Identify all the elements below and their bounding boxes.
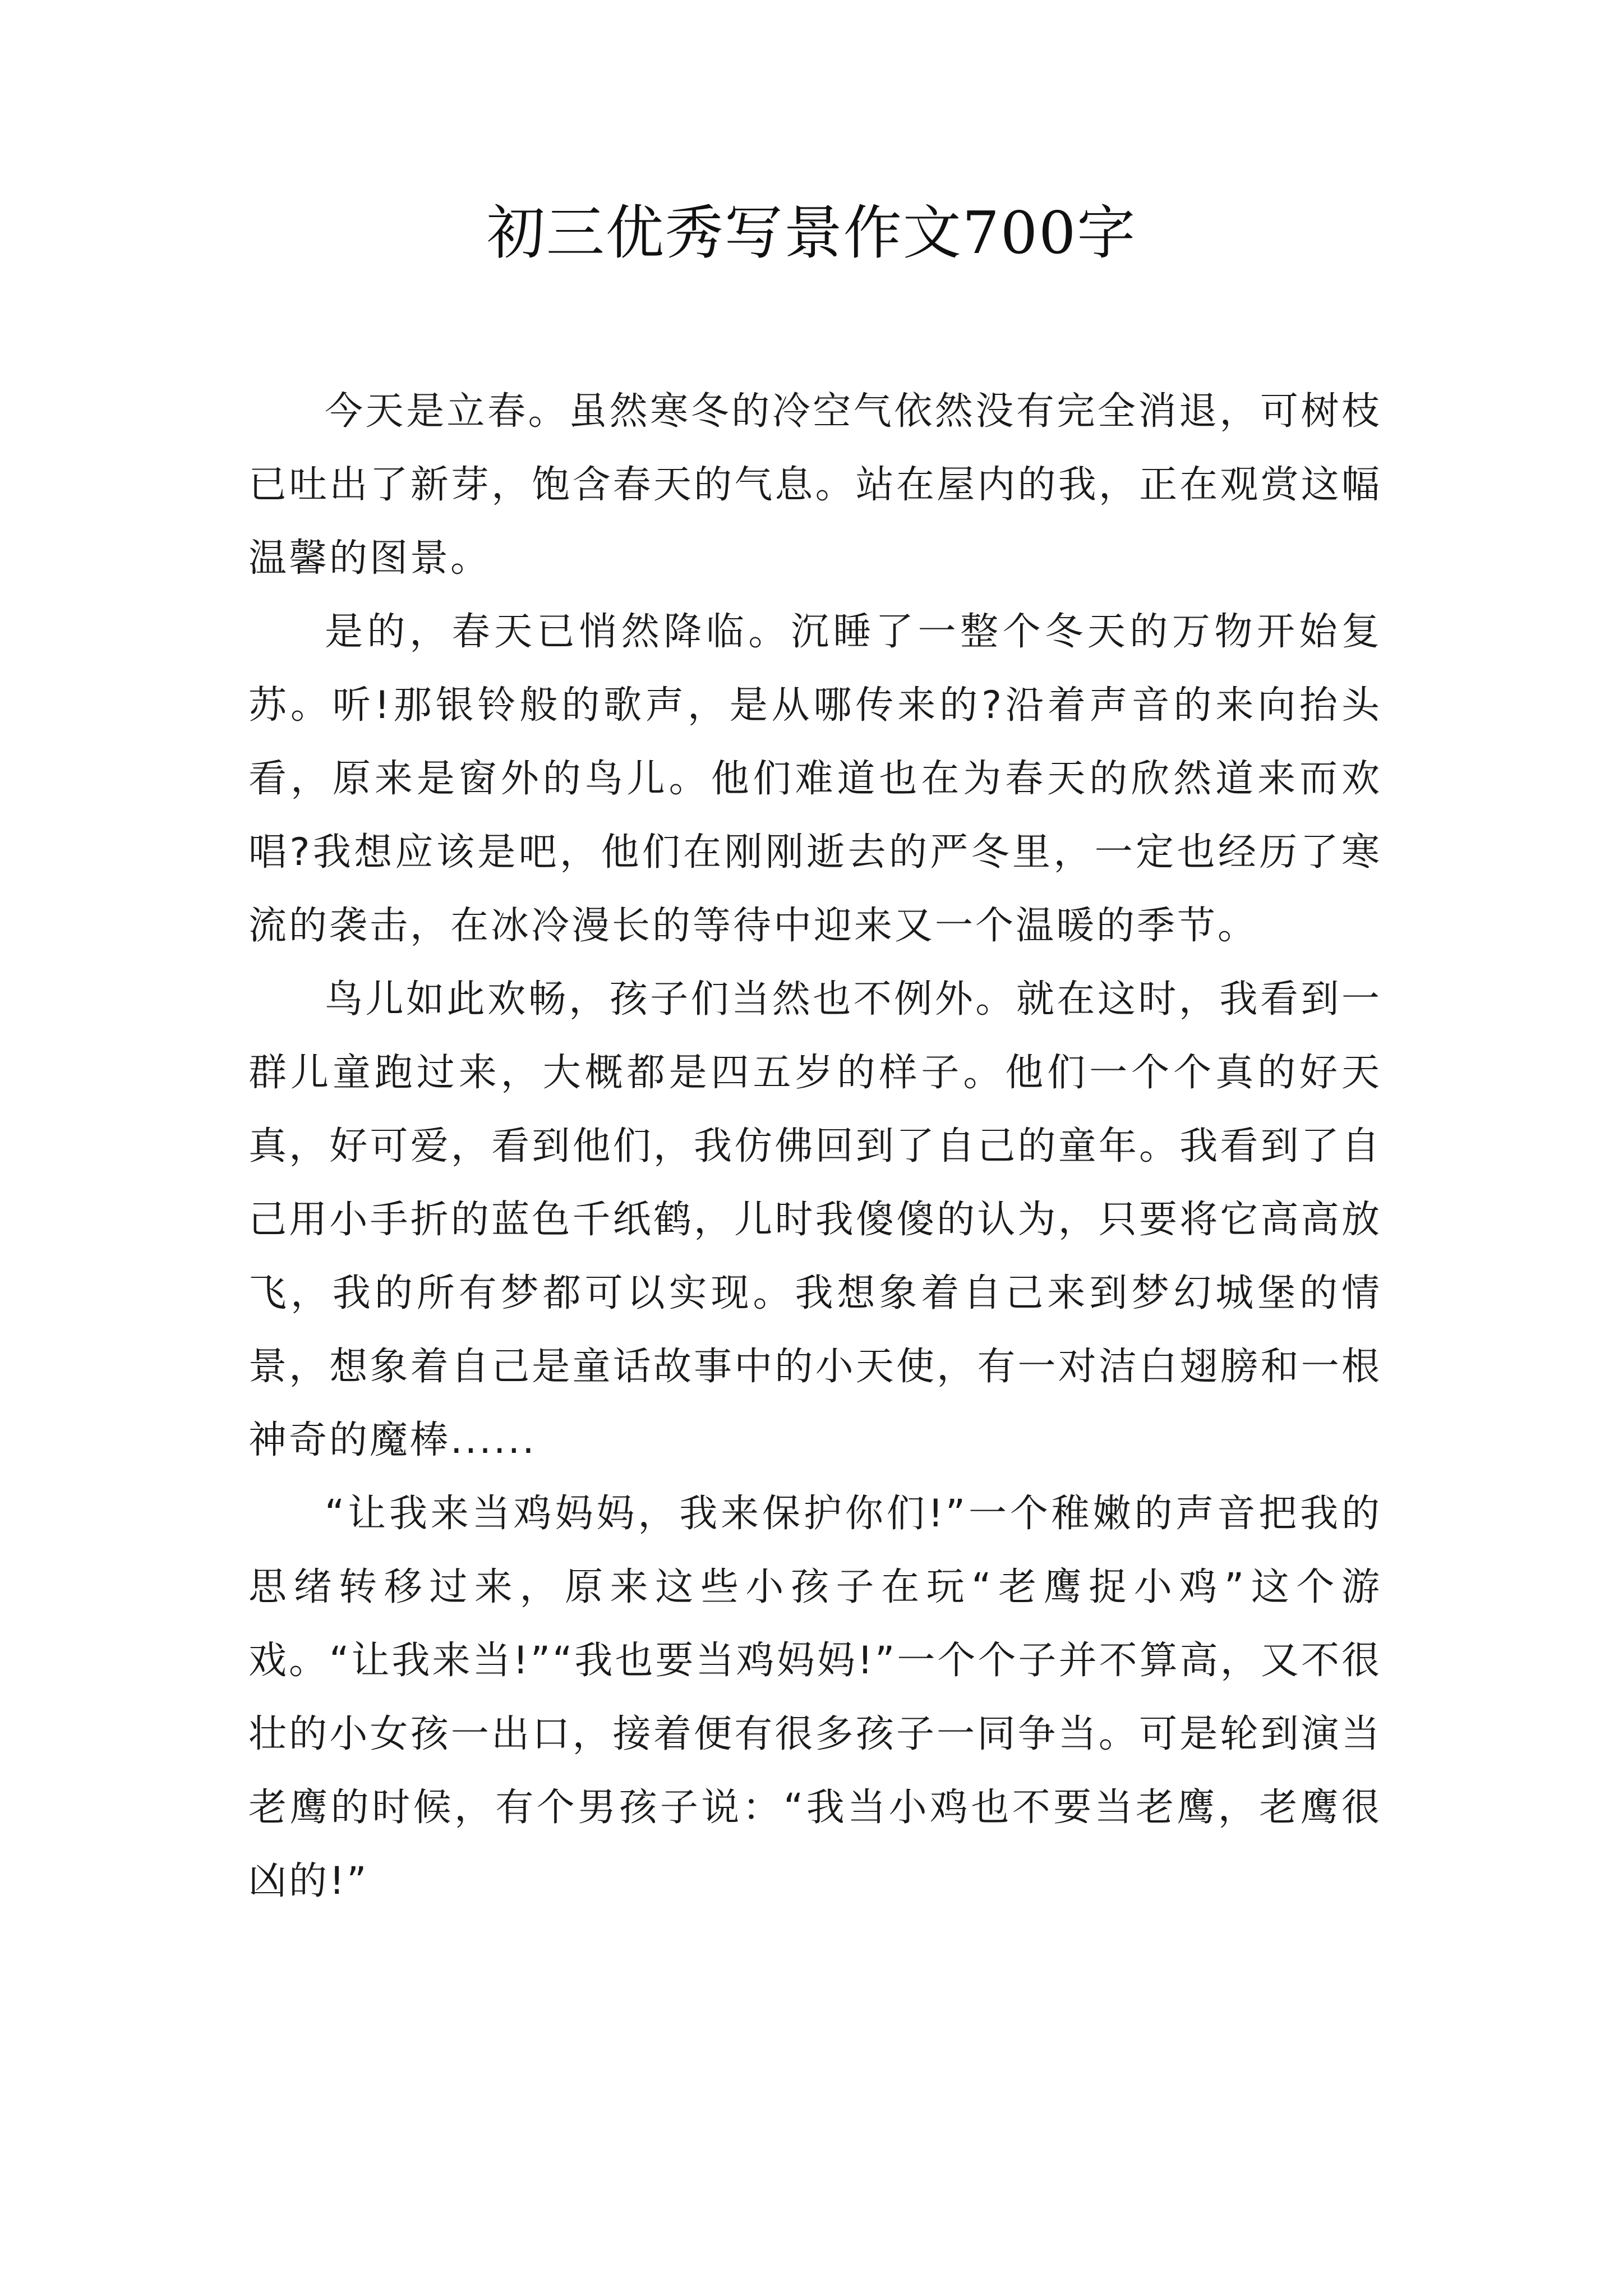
document-title: 初三优秀写景作文700字 (486, 199, 1137, 267)
paragraph-1: 今天是立春。虽然寒冬的冷空气依然没有完全消退，可树枝已吐出了新芽，饱含春天的气息。站在屋内的我，正在观赏这幅温馨的图景。 (248, 389, 1382, 581)
paragraph-3: 鸟儿如此欢畅，孩子们当然也不例外。就在这时，我看到一群儿童跑过来，大概都是四五岁的样子。他们一个个真的好天真，好可爱，看到他们，我仿佛回到了自己的童年。我看到了自己用小手折的蓝色千纸鹤，儿时我傻傻的认为，只要将它高高放飞，我的所有梦都可以实现。我想象着自己来到梦幻城堡的情景，想象着自己是童话故事中的小天使，有一对洁白翅膀和一根神奇的魔棒...... (248, 977, 1382, 1462)
paragraph-4: “让我来当鸡妈妈，我来保护你们!”一个稚嫩的声音把我的思绪转移过来，原来这些小孩子在玩“老鹰捉小鸡”这个游戏。“让我来当!”“我也要当鸡妈妈!”一个个子并不算高，又不很壮的小女孩一出口，接着便有很多孩子一同争当。可是轮到演当老鹰的时候，有个男孩子说：“我当小鸡也不要当老鹰，老鹰很凶的!” (248, 1492, 1382, 1903)
document-body (248, 375, 1382, 1918)
paragraph-2: 是的，春天已悄然降临。沉睡了一整个冬天的万物开始复苏。听!那银铃般的歌声，是从哪传来的?沿着声音的来向抬头看，原来是窗外的鸟儿。他们难道也在为春天的欣然道来而欢唱?我想应该是吧，他们在刚刚逝去的严冬里，一定也经历了寒流的袭击，在冰冷漫长的等待中迎来又一个温暖的季节。 (248, 610, 1382, 948)
